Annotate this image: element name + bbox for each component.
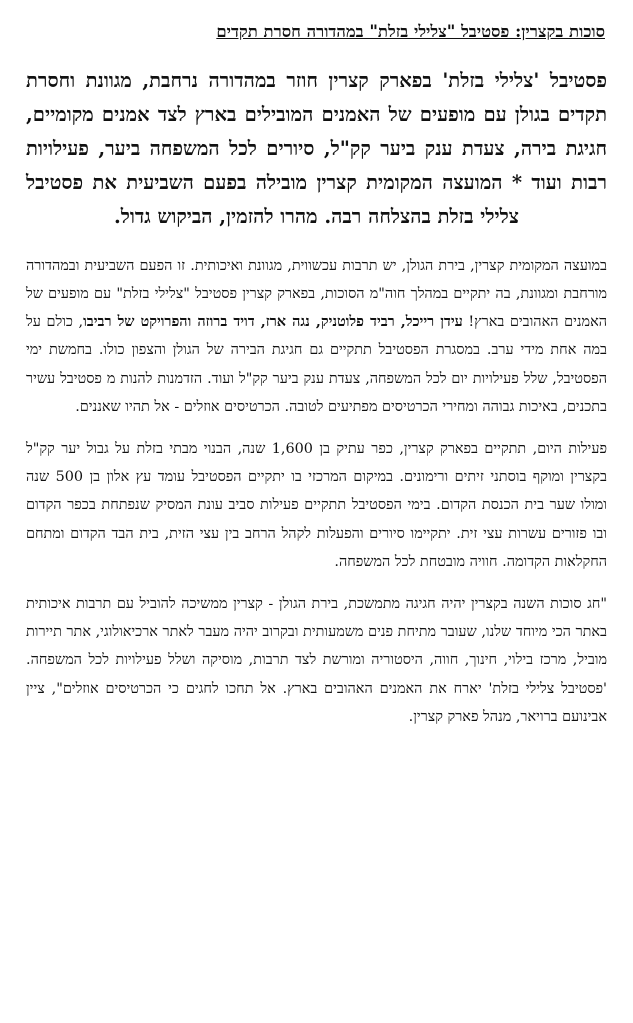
body-paragraph-2: פעילות היום, תתקיים בפארק קצרין, כפר עתיק בן 1,600 שנה, הבנוי מבתי בזלת על גבול יער קק"ל בקצרין ומוקף בוסתני זיתים ורימונים. במיקום המרכזי בו יתקיים הפסטיבל עומד עץ אלון בן 500 שנה ומולו שער בית הכנסת הקדום. בימי הפסטיבל תתקיים פעילות סביב עונת המסיק שנפתחת בכפר הקדום ובו פזורים עשרות עצי זית. יתקיימו סיורים והפעלות לקהל הרחב בין עצי הזית, בית הבד הקדום ומתחם החקלאות הקדומה. חוויה מובטחת לכל המשפחה. (26, 441, 607, 570)
headline: סוכות בקצרין: פסטיבל "צלילי בזלת" במהדורה חסרת תקדים (216, 22, 605, 41)
artists-list: עידן רייכל, רביד פלוטניק, נגה ארז, דויד ברוזה והפרויקט של רביבו (83, 313, 463, 331)
lead-paragraph: פסטיבל 'צלילי בזלת' בפארק קצרין חוזר במהדורה נרחבת, מגוונת וחסרת תקדים בגולן עם מופעים של האמנים המובילים בארץ לצד אמנים מקומיים, חגיגת בירה, צעדת ענק ביער קק"ל, סיורים לכל המשפחה ביער, פעילויות רבות ועוד * המועצה המקומית קצרין מובילה בפעם השביעית את פסטיבל צלילי בזלת בהצלחה רבה. מהרו להזמין, הביקוש גדול. (26, 68, 607, 228)
body-paragraph-1 (24, 252, 609, 421)
paragraph-1-rest: , כולם על במה אחת מידי ערב. במסגרת הפסטיבל תתקיים גם חגיגת הבירה של הגולן והצפון כולו. בחמשת ימי הפסטיבל, שלל פעילויות יום לכל המשפחה, צעדת ענק ביער קק"ל ועוד. הזדמנות להנות מ פסטיבל עשיר בתכנים, באיכות גבוהה ומחירי הכרטיסים מפתיעים לטובה. הכרטיסים אוזלים - אל תהיו שאננים. (26, 314, 607, 415)
body-paragraph-3-quote: "חג סוכות השנה בקצרין יהיה חגיגה מתמשכת, בירת הגולן - קצרין ממשיכה להוביל עם תרבות איכותית באתר הכי מיוחד שלנו, שעובר מתיחת פנים משמעותית ובקרוב יהיה מעבר לאתר ארכיאולוגי, אתר תיירות מוביל, מרכז בילוי, חינוך, חווה, היסטוריה ומורשת לצד תרבות, מוסיקה ושלל פעילויות לכל המשפחה. 'פסטיבל צלילי בזלת' יארח את האמנים האהובים בארץ. אל תחכו לחגים כי הכרטיסים אוזלים", ציין אבינועם ברויאר, מנהל פארק קצרין. (26, 596, 607, 725)
paragraph-1-intro: במועצה המקומית קצרין, בירת הגולן, יש תרבות עכשווית, מגוונת ואיכותית. זו הפעם השביעית ובמהדורה מורחבת ומגוונת, בה יתקיים במהלך חוה"מ הסוכות, בפארק קצרין פסטיבל "צלילי בזלת" עם מופעים של האמנים האהובים בארץ! (26, 257, 607, 331)
